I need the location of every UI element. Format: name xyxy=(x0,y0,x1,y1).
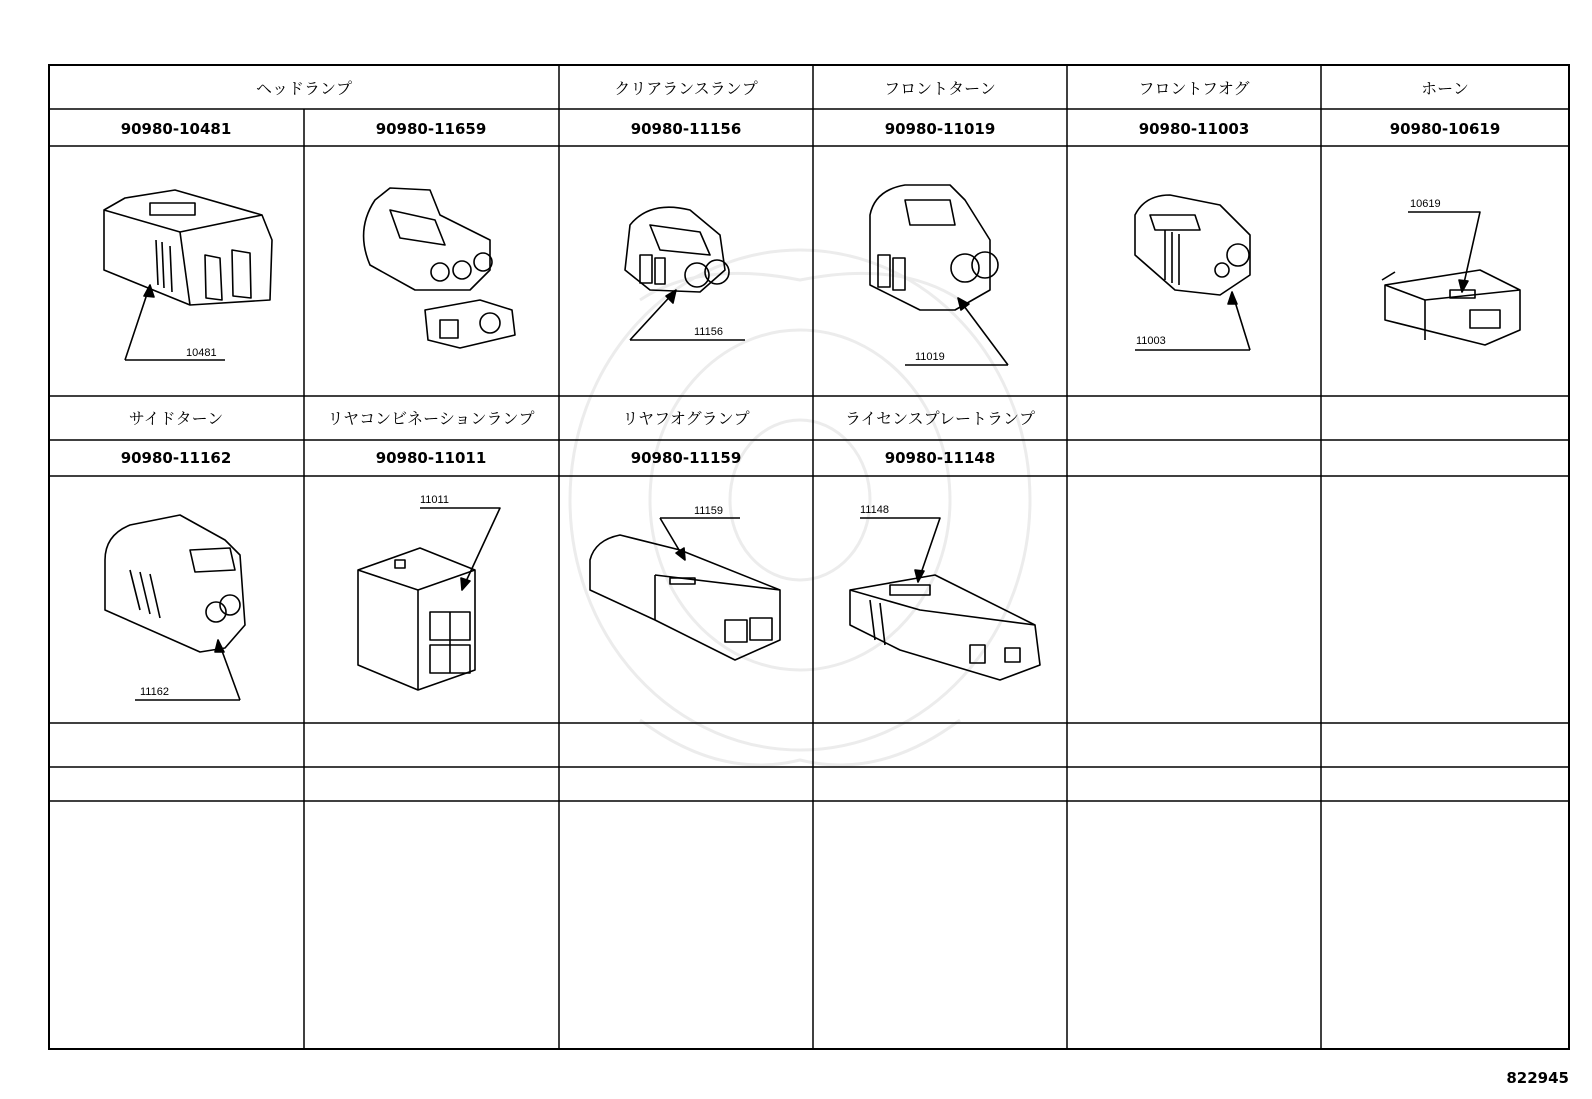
part-number-11003: 90980-11003 xyxy=(1138,120,1250,138)
header-clearance-lamp: クリアランスランプ xyxy=(614,79,758,98)
header-rear-combination-lamp: リヤコンビネーションランプ xyxy=(327,409,535,428)
part-number-11019: 90980-11019 xyxy=(884,120,996,138)
header-front-fog: フロントフオグ xyxy=(1138,79,1250,98)
part-number-10481: 90980-10481 xyxy=(120,120,232,138)
document-number: 822945 xyxy=(1506,1069,1569,1087)
callout-11159: 11159 xyxy=(694,505,723,517)
callout-10481: 10481 xyxy=(186,347,217,359)
connector-drawing-11659 xyxy=(364,188,515,348)
callout-11019: 11019 xyxy=(915,351,945,363)
connector-drawing-11003 xyxy=(1135,195,1250,350)
callout-11003: 11003 xyxy=(1136,335,1166,347)
parts-table-grid xyxy=(49,65,1569,1049)
header-headlamp: ヘッドランプ xyxy=(255,79,353,98)
watermark-emblem xyxy=(570,250,1030,765)
callout-11011: 11011 xyxy=(420,494,449,506)
header-horn: ホーン xyxy=(1421,79,1469,98)
header-rear-fog-lamp: リヤフオグランプ xyxy=(622,409,750,428)
part-number-10619: 90980-10619 xyxy=(1389,120,1501,138)
part-number-11659: 90980-11659 xyxy=(375,120,487,138)
connector-drawing-11159 xyxy=(590,518,780,660)
part-number-11156: 90980-11156 xyxy=(630,120,742,138)
part-number-11148: 90980-11148 xyxy=(884,449,996,467)
callout-11162: 11162 xyxy=(140,686,169,698)
callout-10619: 10619 xyxy=(1410,198,1441,210)
part-number-11162: 90980-11162 xyxy=(120,449,232,467)
connector-drawing-11011 xyxy=(358,508,500,690)
callout-11148: 11148 xyxy=(860,504,889,516)
part-number-11159: 90980-11159 xyxy=(630,449,742,467)
header-side-turn: サイドターン xyxy=(128,409,224,428)
header-front-turn: フロントターン xyxy=(884,79,996,98)
callout-11156: 11156 xyxy=(694,326,723,338)
connector-drawing-10481 xyxy=(104,190,272,360)
header-license-plate-lamp: ライセンスプレートランプ xyxy=(845,409,1035,428)
part-number-11011: 90980-11011 xyxy=(375,449,487,467)
connector-drawing-10619 xyxy=(1382,212,1520,345)
connector-drawing-11019 xyxy=(870,185,1008,365)
connector-drawing-11162 xyxy=(105,515,245,700)
